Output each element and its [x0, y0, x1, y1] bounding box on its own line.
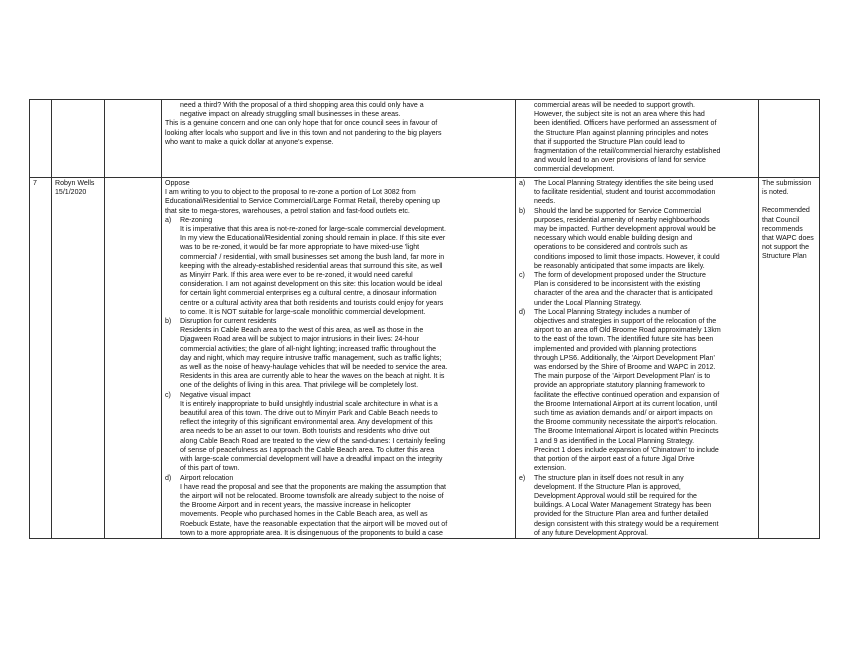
text-line: who want to make a quick dollar at anyone's expense.	[165, 138, 334, 146]
point-heading	[165, 391, 512, 400]
submission-points	[165, 216, 512, 538]
text-line: that if supported the Structure Plan could lead to	[534, 138, 685, 146]
submission-continued	[165, 101, 512, 119]
number-cell	[30, 100, 52, 178]
text-line: Development Approval would still be required for the	[534, 492, 697, 500]
text-line: I have read the proposal and see that the proponents are making the assumption that	[180, 483, 446, 491]
response-item	[519, 474, 755, 538]
recommendation-text: Recommended that Council recommends that WAPC does not support the Structure Plan	[762, 207, 814, 261]
text-line: necessary which would enable building design and	[534, 235, 693, 243]
text-line: of any future Development Approval.	[534, 529, 648, 537]
table-row	[30, 178, 820, 539]
point-title: Airport relocation	[180, 474, 234, 482]
text-line: fragmentation of the retail/commercial hierarchy established	[534, 148, 721, 156]
recommendation-noted: The submission is noted.	[762, 180, 812, 197]
response-label: b)	[519, 207, 526, 215]
text-line: buildings. A Local Water Management Strategy has been	[534, 502, 712, 510]
text-line: of this part of town.	[180, 465, 240, 473]
text-line: may be impacted. Further development approval would be	[534, 226, 716, 234]
text-line: that site to mega-stores, warehouses, a petrol station and fast-food outlets etc.	[165, 207, 410, 215]
submission-number: 7	[33, 180, 37, 187]
response-cell	[516, 100, 759, 178]
text-line: commercial activities; the glare of all-night lighting; increased traffic throughout the	[180, 345, 437, 353]
point-body	[165, 483, 512, 538]
submission-cell	[162, 100, 516, 178]
text-line: The Local Planning Strategy includes a number of	[534, 308, 690, 316]
response-text	[534, 271, 755, 308]
text-line: as Minyirr Park. If this area were ever to be re-zoned, it would need careful	[180, 272, 413, 280]
text-line: town to a more appropriate area. It is disingenuous of the proponents to build a case	[180, 529, 443, 537]
response-text	[534, 179, 755, 207]
text-line: extension.	[534, 465, 567, 473]
text-line: Roebuck Estate, have the reasonable expectation that the airport will be moved out of	[180, 520, 448, 528]
text-line: negative impact on already struggling small businesses in these areas.	[180, 111, 401, 119]
point-body	[165, 326, 512, 390]
response-item	[519, 207, 755, 271]
text-line: the Broome International Airport at its current location, until	[534, 400, 718, 408]
text-line: The Local Planning Strategy identifies the site being used	[534, 180, 714, 187]
response-label: d)	[519, 308, 526, 316]
text-line: was to be re-zoned, it would be far more appropriate to have mixed-use 'light	[180, 244, 420, 252]
text-line: such time as aviation demands and/ or airport impacts on	[534, 410, 713, 418]
text-line: purposes, residential amenity of nearby neighbourhoods	[534, 216, 710, 224]
text-line: Should the land be supported for Service Commercial	[534, 207, 702, 215]
text-line: airport to an area off Old Broome Road approximately 13km	[534, 327, 721, 335]
point-label: a)	[165, 216, 172, 224]
text-line: day and night, which may require intrusive traffic management, such as traffic lights;	[180, 354, 442, 362]
recommendation-cell	[759, 100, 820, 178]
point-heading	[165, 317, 512, 326]
text-line: centre or a cultural activity area that both residents and tourists could enjoy for years	[180, 299, 444, 307]
stance-label: Oppose	[165, 180, 190, 187]
response-item	[519, 179, 755, 207]
text-line: for certain light commercial enterprises eg a cultural centre, a dinosaur information	[180, 290, 437, 298]
response-item	[519, 271, 755, 308]
submissions-table	[29, 99, 820, 539]
text-line: commercial areas will be needed to support growth.	[534, 102, 695, 109]
text-line: facilitate the effective continued operation and expansion of	[534, 391, 720, 399]
point-body	[165, 225, 512, 317]
table-row	[30, 100, 820, 178]
text-line: consideration. I am not against development on this site: this location would be ideal	[180, 281, 443, 289]
response-label: c)	[519, 272, 525, 280]
text-line: implemented and provided with planning protections	[534, 345, 697, 353]
text-line: development. If the Structure Plan is approved,	[534, 483, 681, 491]
text-line: Residents in Cable Beach area to the west of this area, as well as those in the	[180, 327, 424, 335]
point-label: b)	[165, 318, 172, 326]
text-line: was endorsed by the Shire of Broome and WAPC in 2012.	[534, 364, 716, 372]
empty-cell	[105, 178, 162, 539]
text-line: to the east of the town. The identified future site has been	[534, 336, 714, 344]
response-continued	[519, 101, 755, 175]
text-line: and would lead to an over provisions of land for service	[534, 157, 706, 165]
text-line: This is a genuine concern and one can only hope that for once council sees in favour of	[165, 120, 438, 128]
text-line: to come. It is NOT suitable for large-scale monolithic commercial development.	[180, 308, 426, 316]
text-line: Residents in this area are currently able to hear the waves on the beach at night. It is	[180, 373, 445, 381]
empty-cell	[105, 100, 162, 178]
text-line: Educational/Residential to Service Commercial/Large Format Retail, thereby opening up	[165, 198, 440, 206]
text-line: I am writing to you to object to the proposal to re-zone a portion of Lot 3082 from	[165, 189, 416, 197]
text-line: In my view the Educational/Residential zoning should remain in place. If this site ever	[180, 235, 446, 243]
text-line: with large-scale commercial development will have a dreadful impact on the integrity	[180, 456, 443, 464]
text-line: the Structure Plan against planning principles and notes	[534, 129, 709, 137]
response-item	[519, 308, 755, 474]
text-line: It is entirely inappropriate to build unsightly industrial scale architecture in what is a	[180, 400, 438, 408]
text-line: commercial' / residential, with small businesses set among the bush land, far more in	[180, 253, 445, 261]
text-line: the airport will not be relocated. Broome townsfolk are already subject to the noise of	[180, 492, 444, 500]
text-line: The main purpose of the 'Airport Development Plan' is to	[534, 373, 711, 381]
text-line: of sense of peacefulness as I approach the Cable Beach area. To clutter this area	[180, 446, 435, 454]
text-line: needs.	[534, 198, 556, 206]
point-body	[165, 400, 512, 474]
text-line: as well as the noise of heavy-haulage vehicles that will be needed to service the area.	[180, 364, 448, 372]
text-line: been identified. Officers have performed an assessment of	[534, 120, 717, 128]
text-line: conditions imposed to limit those impacts. However, it could	[534, 253, 720, 261]
text-line: Djagween Road area will be subject to major intrusions in their lives: 24-hour	[180, 336, 419, 344]
text-line: operations to be considered and controls such as	[534, 244, 688, 252]
submitter-cell	[52, 100, 105, 178]
text-line: be reasonably anticipated that some impacts are likely.	[534, 262, 705, 270]
text-line: the Broome Airport and in recent years, the massive increase in helicopter	[180, 502, 411, 510]
text-line: reflect the integrity of this significant environmental area. Any development of this	[180, 419, 433, 427]
text-line: However, the subject site is not an area where this had	[534, 111, 705, 119]
text-line: area needs to be an asset to our town. Both tourists and residents who drive out	[180, 428, 430, 436]
text-line: commercial development.	[534, 166, 615, 174]
submitter-name: Robyn Wells	[55, 180, 95, 187]
text-line: It is imperative that this area is not-re-zoned for large-scale commercial development.	[180, 226, 446, 234]
text-line: movements. People who purchased homes in the Cable Beach area, as well as	[180, 511, 428, 519]
text-line: Precinct 1 does include expansion of 'Chinatown' to include	[534, 446, 719, 454]
text-line: through LPS6. Additionally, the 'Airport Development Plan'	[534, 354, 715, 362]
text-line: character of the area and the character that is anticipated	[534, 290, 713, 298]
text-line: provide an appropriate statutory planning framework to	[534, 382, 705, 390]
text-line: The structure plan in itself does not result in any	[534, 474, 684, 482]
submitter-cell	[52, 178, 105, 539]
point-heading	[165, 474, 512, 483]
recommendation-cell	[759, 178, 820, 539]
point-title: Disruption for current residents	[180, 318, 277, 326]
response-text	[534, 474, 755, 538]
text-line: that portion of the airport east of a future Jigal Drive	[534, 456, 695, 464]
point-heading	[165, 216, 512, 225]
point-label: c)	[165, 391, 171, 399]
response-cell	[516, 178, 759, 539]
text-line: under the Local Planning Strategy.	[534, 299, 642, 307]
text-line: The Broome International Airport is located within Precincts	[534, 428, 719, 436]
response-label: e)	[519, 474, 526, 482]
text-line: design consistent with this strategy would be a requirement	[534, 520, 719, 528]
number-cell	[30, 178, 52, 539]
point-title: Negative visual impact	[180, 391, 251, 399]
text-line: need a third? With the proposal of a third shopping area this could only have a	[180, 102, 424, 109]
point-label: d)	[165, 474, 172, 482]
text-line: keeping with the already-established residential areas that surround this site, as well	[180, 262, 443, 270]
text-line: one of the delights of living in this area. That privilege will be completely lost.	[180, 382, 419, 390]
submission-date: 15/1/2020	[55, 189, 87, 197]
text-line: provided for the Structure Plan area and further detailed	[534, 511, 709, 519]
response-text	[534, 308, 755, 474]
text-line: the Broome community necessitate the airport's relocation.	[534, 419, 718, 427]
submission-cell	[162, 178, 516, 539]
text-line: beautiful area of this town. The drive out to Minyirr Park and Cable Beach needs to	[180, 410, 438, 418]
officer-responses	[519, 179, 755, 538]
text-line: The form of development proposed under the Structure	[534, 272, 706, 280]
text-line: objectives and strategies in support of the relocation of the	[534, 318, 717, 326]
response-label: a)	[519, 180, 526, 187]
response-text	[534, 207, 755, 271]
text-line: Plan is considered to be inconsistent with the existing	[534, 281, 701, 289]
text-line: 1 and 9 as identified in the Local Planning Strategy.	[534, 437, 695, 445]
text-line: looking after locals who support and live in this town and not pandering to the big players	[165, 129, 442, 137]
text-line: to facilitate residential, student and tourist accommodation	[534, 189, 716, 197]
point-title: Re-zoning	[180, 216, 213, 224]
text-line: along Cable Beach Road are treated to the view of the sand-dunes: I certainly feeling	[180, 437, 446, 445]
